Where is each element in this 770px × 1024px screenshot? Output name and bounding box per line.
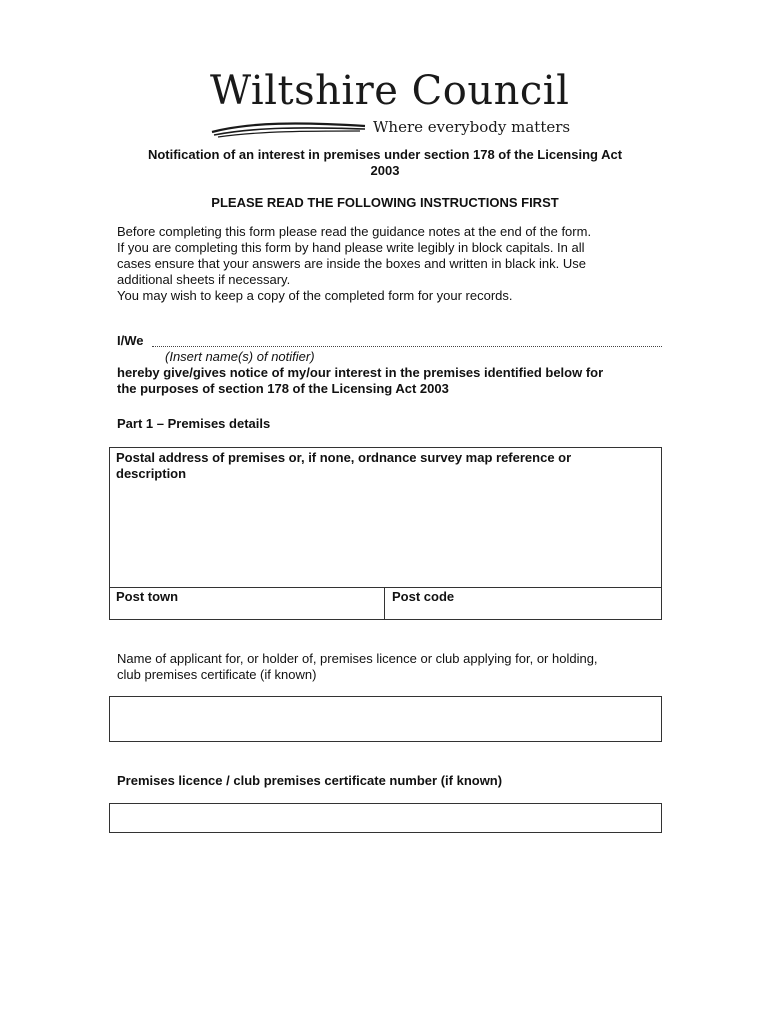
form-title [110,147,660,179]
instructions-text [117,224,652,304]
form-title-line2: 2003 [370,163,400,178]
post-code-label: Post code [392,589,455,604]
instruction-line: Before completing this form please read the guidance notes at the end of the form. [117,224,592,239]
licence-number-field[interactable] [109,803,662,833]
postal-address-field[interactable] [110,448,661,587]
postal-address-label-line2: description [116,466,187,481]
post-town-label: Post town [116,589,179,604]
instruction-line: If you are completing this form by hand please write legibly in block capitals. In all [117,240,585,255]
post-town-field[interactable] [110,588,384,619]
part1-heading: Part 1 – Premises details [117,416,271,431]
notice-line2: the purposes of section 178 of the Licensing Act 2003 [117,381,449,396]
premises-details-box [109,447,662,620]
logo-tagline: Where everybody matters [373,118,571,136]
swoosh-icon [210,118,370,138]
applicant-name-field[interactable] [109,696,662,742]
notice-statement [117,365,652,397]
council-logo [210,68,570,140]
applicant-label [117,651,652,683]
applicant-label-line1: Name of applicant for, or holder of, premises licence or club applying for, or holding, [117,651,598,666]
applicant-label-line2: club premises certificate (if known) [117,667,317,682]
instructions-heading: PLEASE READ THE FOLLOWING INSTRUCTIONS FIRST [211,195,559,210]
instruction-line: additional sheets if necessary. [117,272,291,287]
logo-title: Wiltshire Council [210,68,570,114]
licence-number-label: Premises licence / club premises certificate number (if known) [117,773,503,788]
postal-address-label-line1: Postal address of premises or, if none, ordnance survey map reference or [116,450,572,465]
post-code-field[interactable] [385,588,661,619]
insert-name-note: (Insert name(s) of notifier) [165,349,315,364]
iwe-label: I/We [117,333,144,348]
form-title-line1: Notification of an interest in premises under section 178 of the Licensing Act [147,147,623,162]
notice-line1: hereby give/gives notice of my/our interest in the premises identified below for [117,365,604,380]
notifier-name-field[interactable] [152,346,662,347]
instruction-line: You may wish to keep a copy of the completed form for your records. [117,288,513,303]
instruction-line: cases ensure that your answers are inside the boxes and written in black ink. Use [117,256,586,271]
